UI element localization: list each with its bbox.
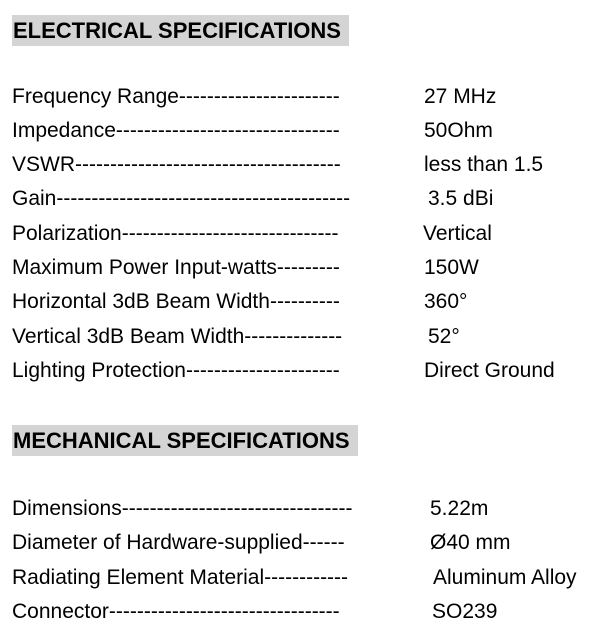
spec-label: Gain------------------------------------------ [12, 187, 351, 210]
spec-label: Maximum Power Input-watts--------- [12, 256, 340, 279]
spec-row-frequency-range [0, 82, 608, 112]
spec-value: 150W [424, 256, 479, 279]
electrical-specifications-heading: ELECTRICAL SPECIFICATIONS [12, 15, 349, 46]
spec-label: VSWR-------------------------------------- [12, 153, 341, 176]
spec-value: 27 MHz [424, 85, 497, 108]
spec-row-lighting-protection [0, 356, 608, 386]
spec-value: less than 1.5 [424, 153, 544, 176]
spec-row-vswr [0, 150, 608, 180]
spec-label: Polarization------------------------------- [12, 222, 339, 245]
spec-value: 360° [424, 290, 468, 313]
spec-row-diameter-of-hardware [0, 528, 608, 558]
spec-row-horizontal-beam-width [0, 287, 608, 317]
spec-value: SO239 [432, 600, 498, 623]
spec-value: Aluminum Alloy [433, 566, 577, 589]
spec-label: Dimensions--------------------------------- [12, 497, 353, 520]
spec-label: Vertical 3dB Beam Width-------------- [12, 325, 343, 348]
spec-value: 3.5 dBi [428, 187, 494, 210]
spec-label: Horizontal 3dB Beam Width---------- [12, 290, 340, 313]
spec-row-radiating-element-material [0, 563, 608, 593]
spec-row-impedance [0, 116, 608, 146]
spec-value: Ø40 mm [430, 531, 511, 554]
spec-label: Frequency Range----------------------- [12, 85, 340, 108]
spec-row-connector [0, 597, 608, 627]
spec-value: 52° [428, 325, 460, 348]
spec-label: Diameter of Hardware-supplied------ [12, 531, 345, 554]
spec-row-gain [0, 184, 608, 214]
spec-value: 50Ohm [424, 119, 493, 142]
spec-row-maximum-power-input [0, 253, 608, 283]
spec-value: Vertical [423, 222, 492, 245]
spec-row-polarization [0, 219, 608, 249]
spec-label: Radiating Element Material------------ [12, 566, 349, 589]
spec-row-dimensions [0, 494, 608, 524]
mechanical-specifications-heading: MECHANICAL SPECIFICATIONS [12, 425, 358, 456]
spec-label: Impedance-------------------------------- [12, 119, 340, 142]
spec-value: Direct Ground [424, 359, 555, 382]
spec-value: 5.22m [430, 497, 489, 520]
spec-label: Lighting Protection---------------------- [12, 359, 340, 382]
spec-row-vertical-beam-width [0, 322, 608, 352]
spec-label: Connector--------------------------------- [12, 600, 340, 623]
